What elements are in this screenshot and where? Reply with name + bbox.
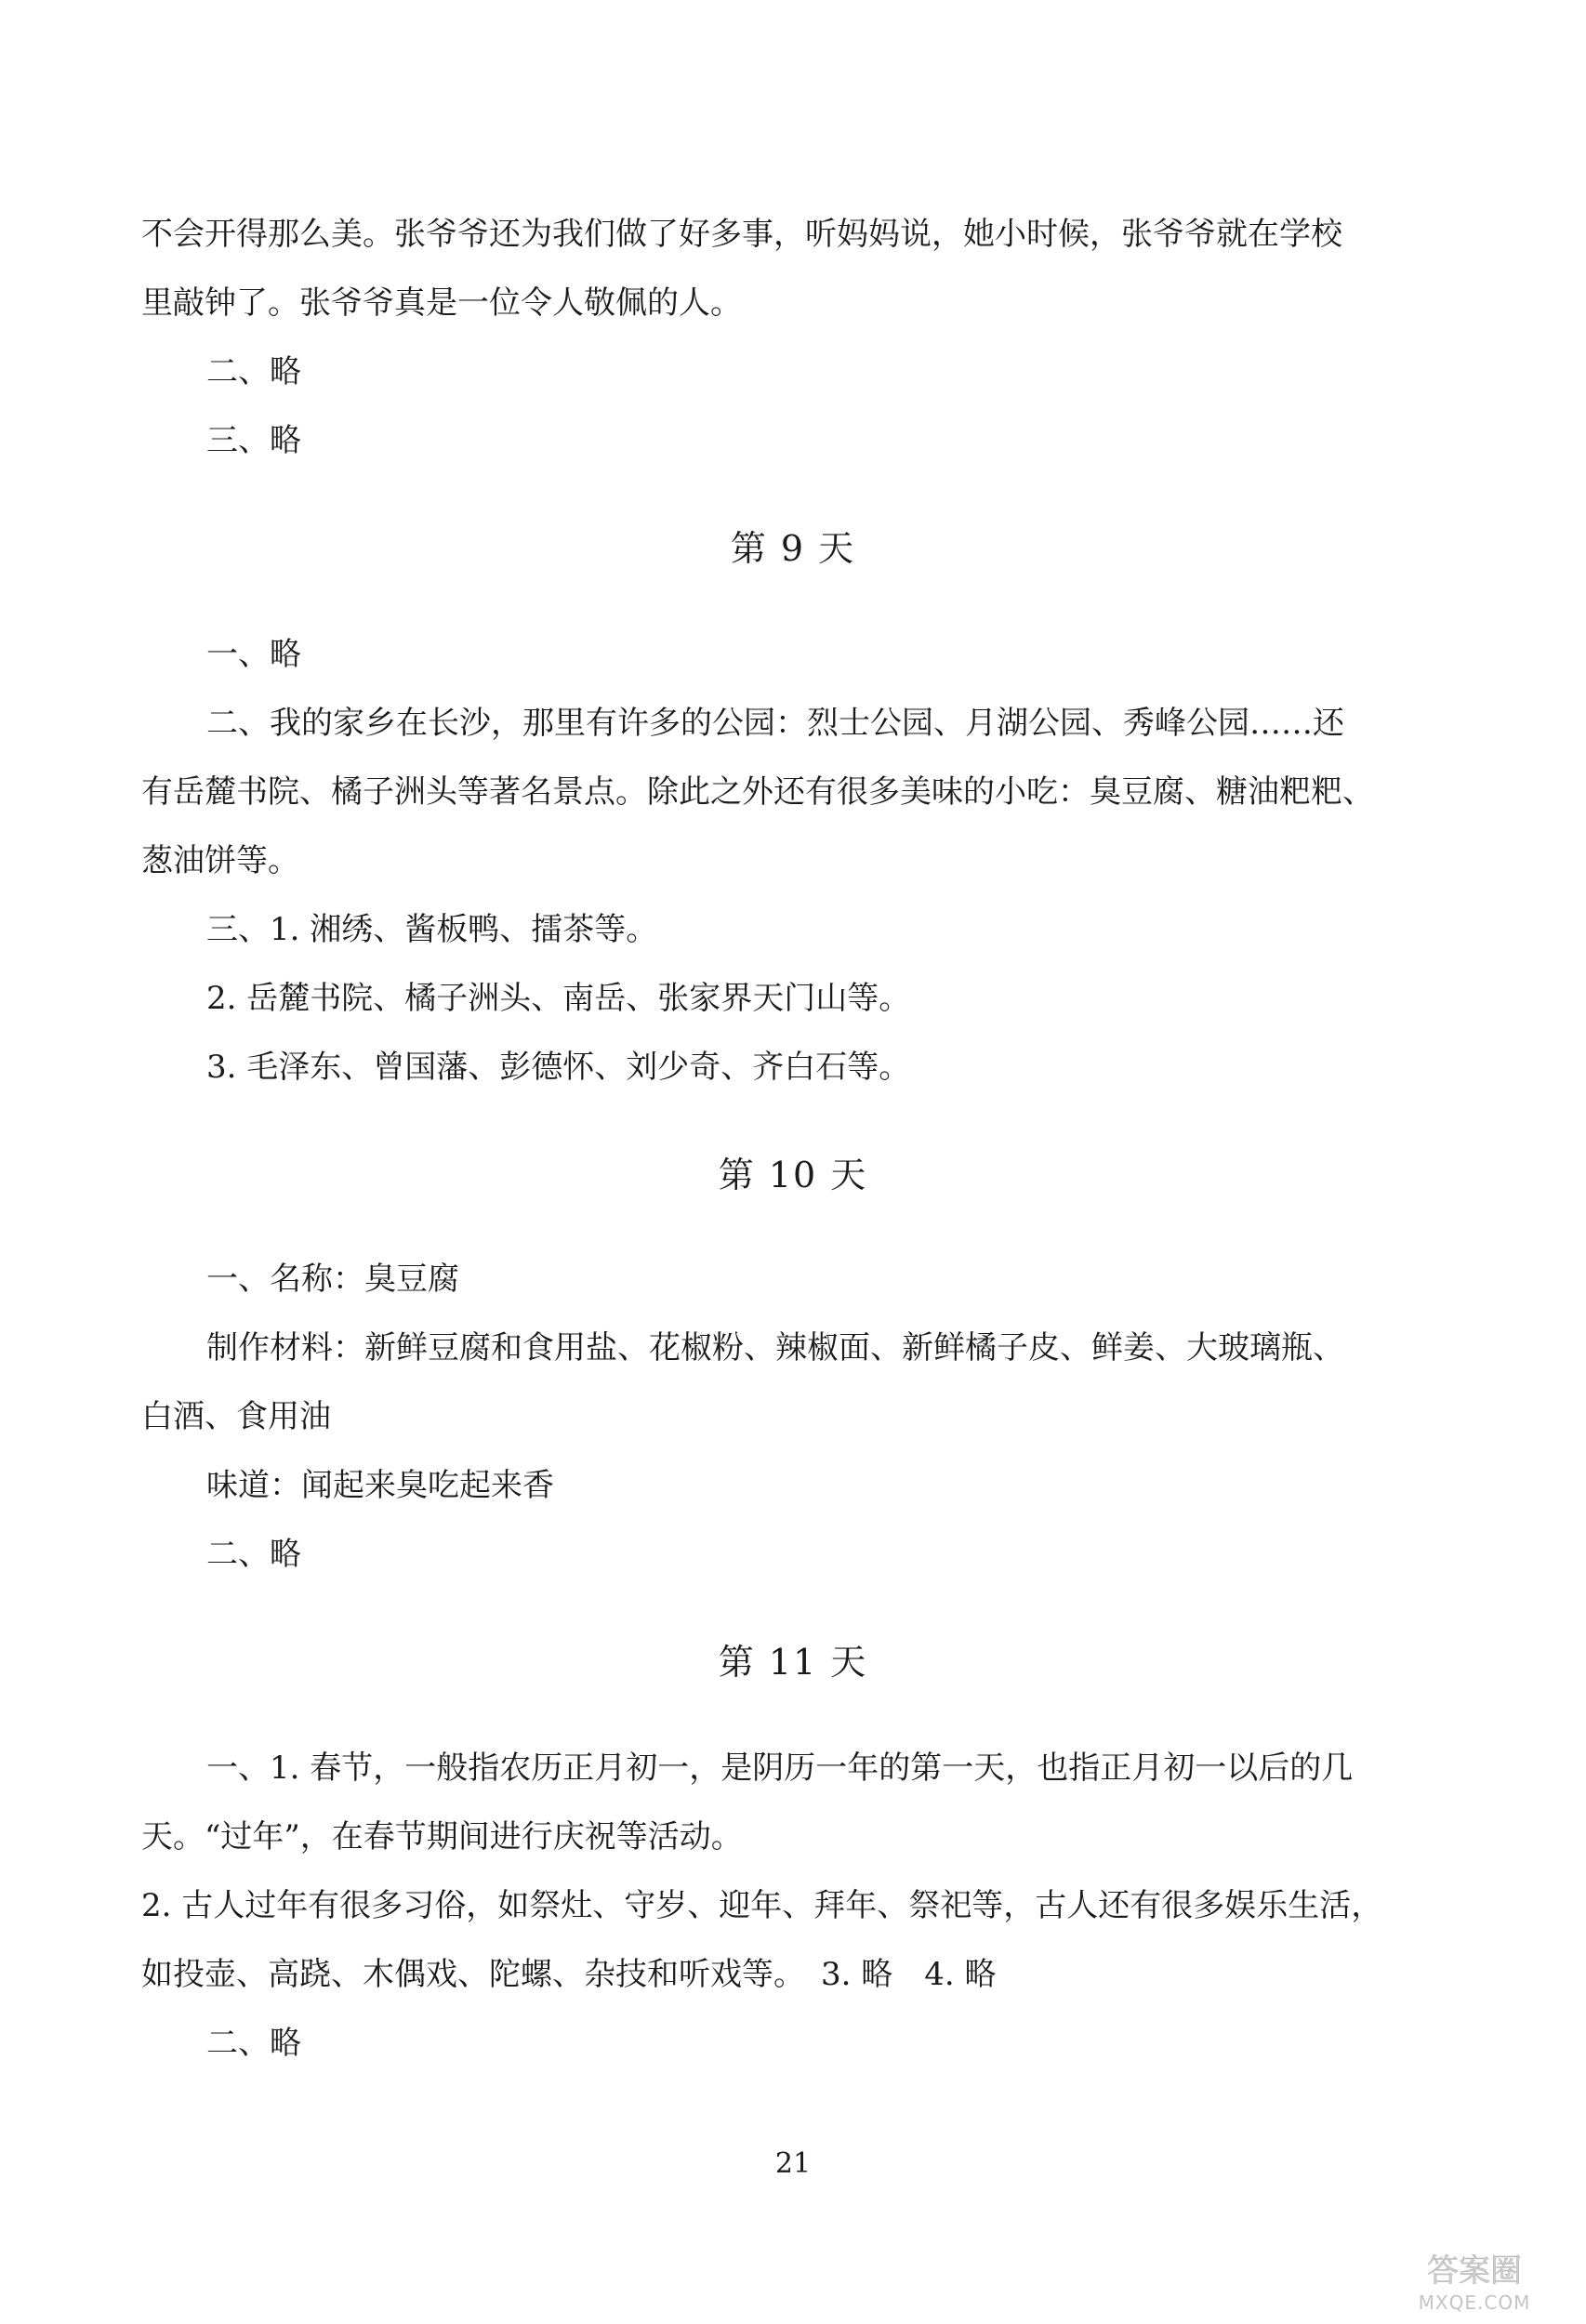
watermark-logo — [1381, 2242, 1567, 2317]
paragraph-line: 不会开得那么美。张爷爷还为我们做了好多事，听妈妈说，她小时候，张爷爷就在学校 — [141, 216, 1342, 253]
answer-item: 制作材料：新鲜豆腐和食用盐、花椒粉、辣椒面、新鲜橘子皮、鲜姜、大玻璃瓶、 — [206, 1329, 1344, 1367]
paragraph-line: 如投壶、高跷、木偶戏、陀螺、杂技和听戏等。 3. 略 4. 略 — [141, 1956, 997, 1993]
section-heading-day-9: 第 9 天 — [730, 528, 856, 569]
answer-item: 一、略 — [206, 636, 301, 673]
paragraph-line: 有岳麓书院、橘子洲头等著名景点。除此之外还有很多美味的小吃：臭豆腐、糖油粑粑、 — [141, 773, 1374, 811]
answer-item: 二、我的家乡在长沙，那里有许多的公园：烈士公园、月湖公园、秀峰公园……还 — [206, 705, 1344, 742]
paragraph-line: 白酒、食用油 — [141, 1398, 331, 1435]
page-number: 21 — [774, 2147, 812, 2180]
watermark-text: 答案圈 — [1427, 2252, 1522, 2290]
answer-item: 2. 岳麓书院、橘子洲头、南岳、张家界天门山等。 — [206, 980, 911, 1017]
answer-item: 二、略 — [206, 2025, 301, 2062]
answer-item: 二、略 — [206, 1536, 301, 1573]
answer-item: 二、略 — [206, 353, 301, 390]
answer-item: 3. 毛泽东、曾国藩、彭德怀、刘少奇、齐白石等。 — [206, 1049, 911, 1086]
answer-item: 一、1. 春节，一般指农历正月初一，是阴历一年的第一天，也指正月初一以后的几 — [206, 1750, 1354, 1787]
answer-item: 三、略 — [206, 422, 301, 459]
paragraph-line: 天。“过年”，在春节期间进行庆祝等活动。 — [141, 1818, 743, 1855]
paragraph-line: 葱油饼等。 — [141, 842, 299, 879]
answer-item: 三、1. 湘绣、酱板鸭、擂茶等。 — [206, 911, 658, 948]
section-heading-day-10: 第 10 天 — [718, 1155, 868, 1195]
section-heading-day-11: 第 11 天 — [718, 1642, 868, 1683]
paragraph-line: 2. 古人过年有很多习俗，如祭灶、守岁、迎年、拜年、祭祀等，古人还有很多娱乐生活， — [141, 1887, 1383, 1924]
answer-item: 味道：闻起来臭吃起来香 — [206, 1467, 554, 1504]
watermark-url: MXQE.COM — [1418, 2291, 1531, 2314]
answer-item: 一、名称：臭豆腐 — [206, 1261, 459, 1298]
paragraph-line: 里敲钟了。张爷爷真是一位令人敬佩的人。 — [141, 284, 742, 322]
